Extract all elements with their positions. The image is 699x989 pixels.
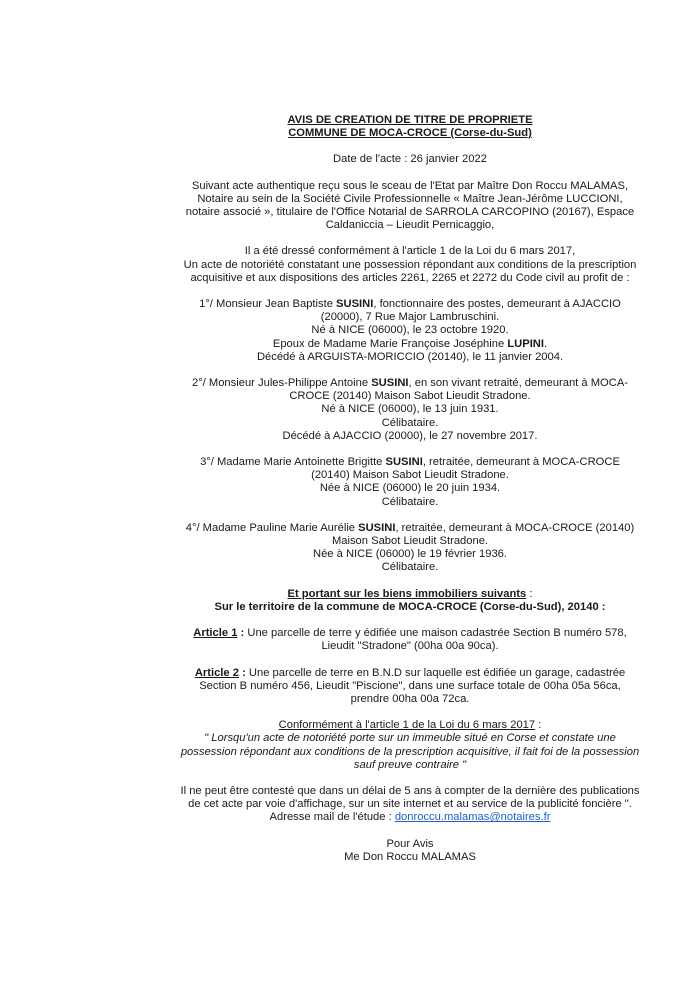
beneficiary-2 [158,377,662,443]
title-line-2: COMMUNE DE MOCA-CROCE (Corse-du-Sud) [288,127,532,140]
intro-line: Suivant acte authentique reçu sous le sceau de l'Etat par Maître Don Roccu MALAMAS, [191,179,629,192]
beneficiary-3 [158,456,662,509]
beneficiary-line: 3°/ Madame Marie Antoinette Brigitte SUSINI, retraitée, demeurant à MOCA-CROCE [200,456,620,469]
beneficiary-line: 4°/ Madame Pauline Marie Aurélie SUSINI, retraitée, demeurant à MOCA-CROCE (20140) [185,521,635,534]
article-2-line-3: prendre 00ha 00a 72ca. [350,692,470,705]
property-territory: Sur le territoire de la commune de MOCA-CROCE (Corse-du-Sud), 20140 : [214,600,606,613]
birth-line: Née à NICE (06000) le 19 février 1936. [312,548,508,561]
email-link[interactable]: donroccu.malamas@notaires.fr [394,811,551,824]
surname: SUSINI [385,456,423,469]
intro-line: Caldaniccia – Lieudit Pernicaggio, [325,219,495,232]
contest-line: de cet acte par voie d'affichage, sur un site internet et au service de la publicité foncière ". [188,798,632,811]
intro-paragraph [158,180,662,233]
surname: SUSINI [336,298,374,311]
status-line: Célibataire. [381,561,439,574]
address-line: (20000), 7 Rue Major Lambruschini. [320,311,500,324]
spouse-line: Epoux de Madame Marie Françoise Joséphine LUPINI. [272,337,548,350]
act-line: Un acte de notoriété constatant une possession répondant aux conditions de la prescription [183,258,637,271]
address-line: (20140) Maison Sabot Lieudit Stradone. [311,469,509,482]
article-2-line-2: Section B numéro 456, Lieudit "Piscione", dans une surface totale de 00ha 05a 56ca, [199,679,621,692]
death-line: Décédé à ARGUISTA-MORICCIO (20140), le 11 janvier 2004. [256,350,564,363]
law-quote-line: " Lorsqu'un acte de notoriété porte sur un immeuble situé en Corse et constate une [204,732,616,745]
law-heading: Conformément à l'article 1 de la Loi du 6 mars 2017 : [278,719,542,732]
signature [158,838,662,864]
law-quote-line: possession répondant aux conditions de la prescription acquisitive, il fait foi de la possession [180,745,640,758]
surname: SUSINI [371,377,409,390]
document-page [158,114,662,864]
law-section [158,719,662,772]
beneficiary-line: 1°/ Monsieur Jean Baptiste SUSINI, fonctionnaire des postes, demeurant à AJACCIO [199,298,621,311]
article-2: Article 2 : Une parcelle de terre en B.N.D sur laquelle est édifiée un garage, cadastrée [194,666,626,679]
intro-line: notaire associé », titulaire de l'Office Notarial de SARROLA CARCOPINO (20167), Espace [185,206,635,219]
beneficiary-line: 2°/ Monsieur Jules-Philippe Antoine SUSINI, en son vivant retraité, demeurant à MOCA- [191,377,629,390]
signature-line-1: Pour Avis [386,837,434,850]
act-date: Date de l'acte : 26 janvier 2022 [333,153,487,166]
contest-line: Il ne peut être contesté que dans un délai de 5 ans à compter de la dernière des publications [180,784,640,797]
property-heading: Et portant sur les biens immobiliers suivants : [287,587,533,600]
beneficiary-4 [158,522,662,575]
spouse-surname: LUPINI [507,337,544,350]
birth-line: Né à NICE (06000), le 23 octobre 1920. [311,324,509,337]
contest-section [158,785,662,825]
act-paragraph [158,245,662,285]
status-line: Célibataire. [381,495,439,508]
address-line: CROCE (20140) Maison Sabot Lieudit Stradone. [289,390,531,403]
birth-line: Né à NICE (06000), le 13 juin 1931. [321,403,499,416]
signature-name: Me Don Roccu MALAMAS [344,850,476,863]
law-quote-line: sauf preuve contraire " [353,758,467,771]
article-label: Article 1 [193,627,238,640]
mail-line: Adresse mail de l'étude : donroccu.malamas@notaires.fr [269,811,551,824]
article-1-line-2: Lieudit "Stradone" (00ha 00a 90ca). [321,640,499,653]
intro-line: Notaire au sein de la Société Civile Professionnelle « Maître Jean-Jérôme LUCCIONI, [197,192,623,205]
death-line: Décédé à AJACCIO (20000), le 27 novembre 2017. [282,429,538,442]
article-1: Article 1 : Une parcelle de terre y édifiée une maison cadastrée Section B numéro 578, [193,627,627,640]
act-line: Il a été dressé conformément à l'article 1 de la Loi du 6 mars 2017, [244,245,576,258]
act-line: acquisitive et aux dispositions des articles 2261, 2265 et 2272 du Code civil au profit de : [190,271,630,284]
address-line: Maison Sabot Lieudit Stradone. [331,535,489,548]
birth-line: Née à NICE (06000) le 20 juin 1934. [319,482,501,495]
property-section [158,588,662,706]
status-line: Célibataire. [381,416,439,429]
article-label: Article 2 [194,666,239,679]
title-line-1: AVIS DE CREATION DE TITRE DE PROPRIETE [287,114,533,126]
surname: SUSINI [358,521,396,534]
beneficiary-1 [158,298,662,364]
